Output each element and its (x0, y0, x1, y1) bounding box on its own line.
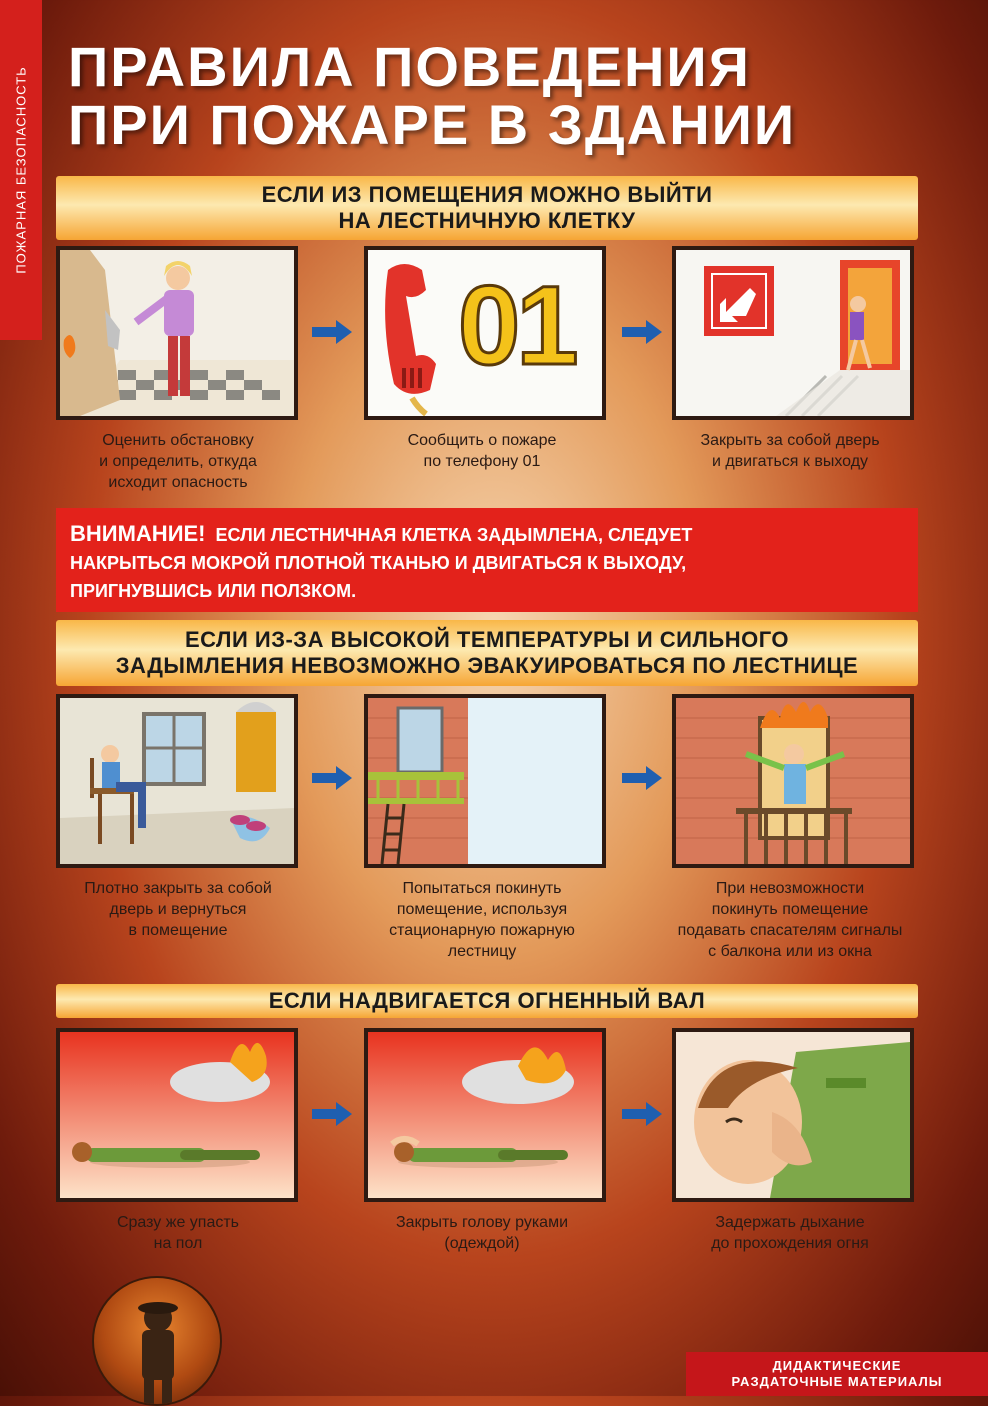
step-caption: Закрыть голову руками (одеждой) (395, 1214, 568, 1252)
step-caption: Попытаться покинуть помещение, используя стационарную пожарную лестницу (389, 880, 575, 960)
illustration-return-to-room (56, 694, 298, 868)
page-title-line2: ПРИ ПОЖАРЕ В ЗДАНИИ (68, 93, 797, 156)
arrow-right-icon (312, 320, 352, 344)
footer-series-label (686, 1352, 988, 1396)
arrow-right-icon (312, 1102, 352, 1126)
warning-box (56, 508, 918, 612)
footer-line2: РАЗДАТОЧНЫЕ МАТЕРИАЛЫ (731, 1374, 943, 1389)
arrow-right-icon (622, 320, 662, 344)
section1-heading-line2: НА ЛЕСТНИЧНУЮ КЛЕТКУ (338, 208, 636, 233)
section2-heading-line1: ЕСЛИ ИЗ-ЗА ВЫСОКОЙ ТЕМПЕРАТУРЫ И СИЛЬНОГО (185, 627, 789, 652)
arrow-right-icon (622, 1102, 662, 1126)
illustration-drop-to-floor (56, 1028, 298, 1202)
step-caption: Сразу же упасть на пол (116, 1214, 240, 1252)
illustration-assess-situation (56, 246, 298, 420)
side-category-label: ПОЖАРНАЯ БЕЗОПАСНОСТЬ (13, 66, 29, 274)
illustration-call-01 (364, 246, 606, 420)
footer-line1: ДИДАКТИЧЕСКИЕ (772, 1358, 902, 1373)
page-title-line1: ПРАВИЛА ПОВЕДЕНИЯ (68, 35, 751, 98)
section2-heading-line2: ЗАДЫМЛЕНИЯ НЕВОЗМОЖНО ЭВАКУИРОВАТЬСЯ ПО ЛЕСТНИЦЕ (115, 653, 859, 678)
section1-heading (56, 176, 918, 240)
illustration-fire-ladder (364, 694, 606, 868)
section3-heading (56, 984, 918, 1018)
section2-heading (56, 620, 918, 686)
warning-text-line3: ПРИГНУВШИСЬ ИЛИ ПОЛЗКОМ. (70, 581, 357, 601)
step-caption: Оценить обстановку и определить, откуда исходит опасность (99, 432, 257, 491)
page-title (68, 35, 948, 156)
illustration-signal-from-balcony (672, 694, 914, 868)
illustration-close-door-exit (672, 246, 914, 420)
step-caption: Сообщить о пожаре по телефону 01 (407, 432, 557, 470)
side-category-tab (0, 0, 42, 340)
warning-lead: ВНИМАНИЕ! (70, 521, 206, 546)
firefighter-medallion (92, 1276, 222, 1406)
illustration-cover-head (364, 1028, 606, 1202)
section3-heading-text: ЕСЛИ НАДВИГАЕТСЯ ОГНЕННЫЙ ВАЛ (268, 988, 706, 1013)
phone-number-label: 01 (458, 263, 575, 388)
arrow-right-icon (622, 766, 662, 790)
section1-heading-line1: ЕСЛИ ИЗ ПОМЕЩЕНИЯ МОЖНО ВЫЙТИ (261, 182, 713, 207)
step-caption: При невозможности покинуть помещение подавать спасателям сигналы с балкона или из окна (677, 880, 903, 960)
illustration-hold-breath (672, 1028, 914, 1202)
step-caption: Задержать дыхание до прохождения огня (711, 1214, 869, 1252)
step-caption: Закрыть за собой дверь и двигаться к выходу (700, 432, 880, 470)
step-caption: Плотно закрыть за собой дверь и вернуться в помещение (84, 880, 272, 939)
warning-text-line1: ЕСЛИ ЛЕСТНИЧНАЯ КЛЕТКА ЗАДЫМЛЕНА, СЛЕДУЕТ (215, 525, 693, 545)
arrow-right-icon (312, 766, 352, 790)
warning-text-line2: НАКРЫТЬСЯ МОКРОЙ ПЛОТНОЙ ТКАНЬЮ И ДВИГАТЬСЯ К ВЫХОДУ, (70, 553, 687, 573)
